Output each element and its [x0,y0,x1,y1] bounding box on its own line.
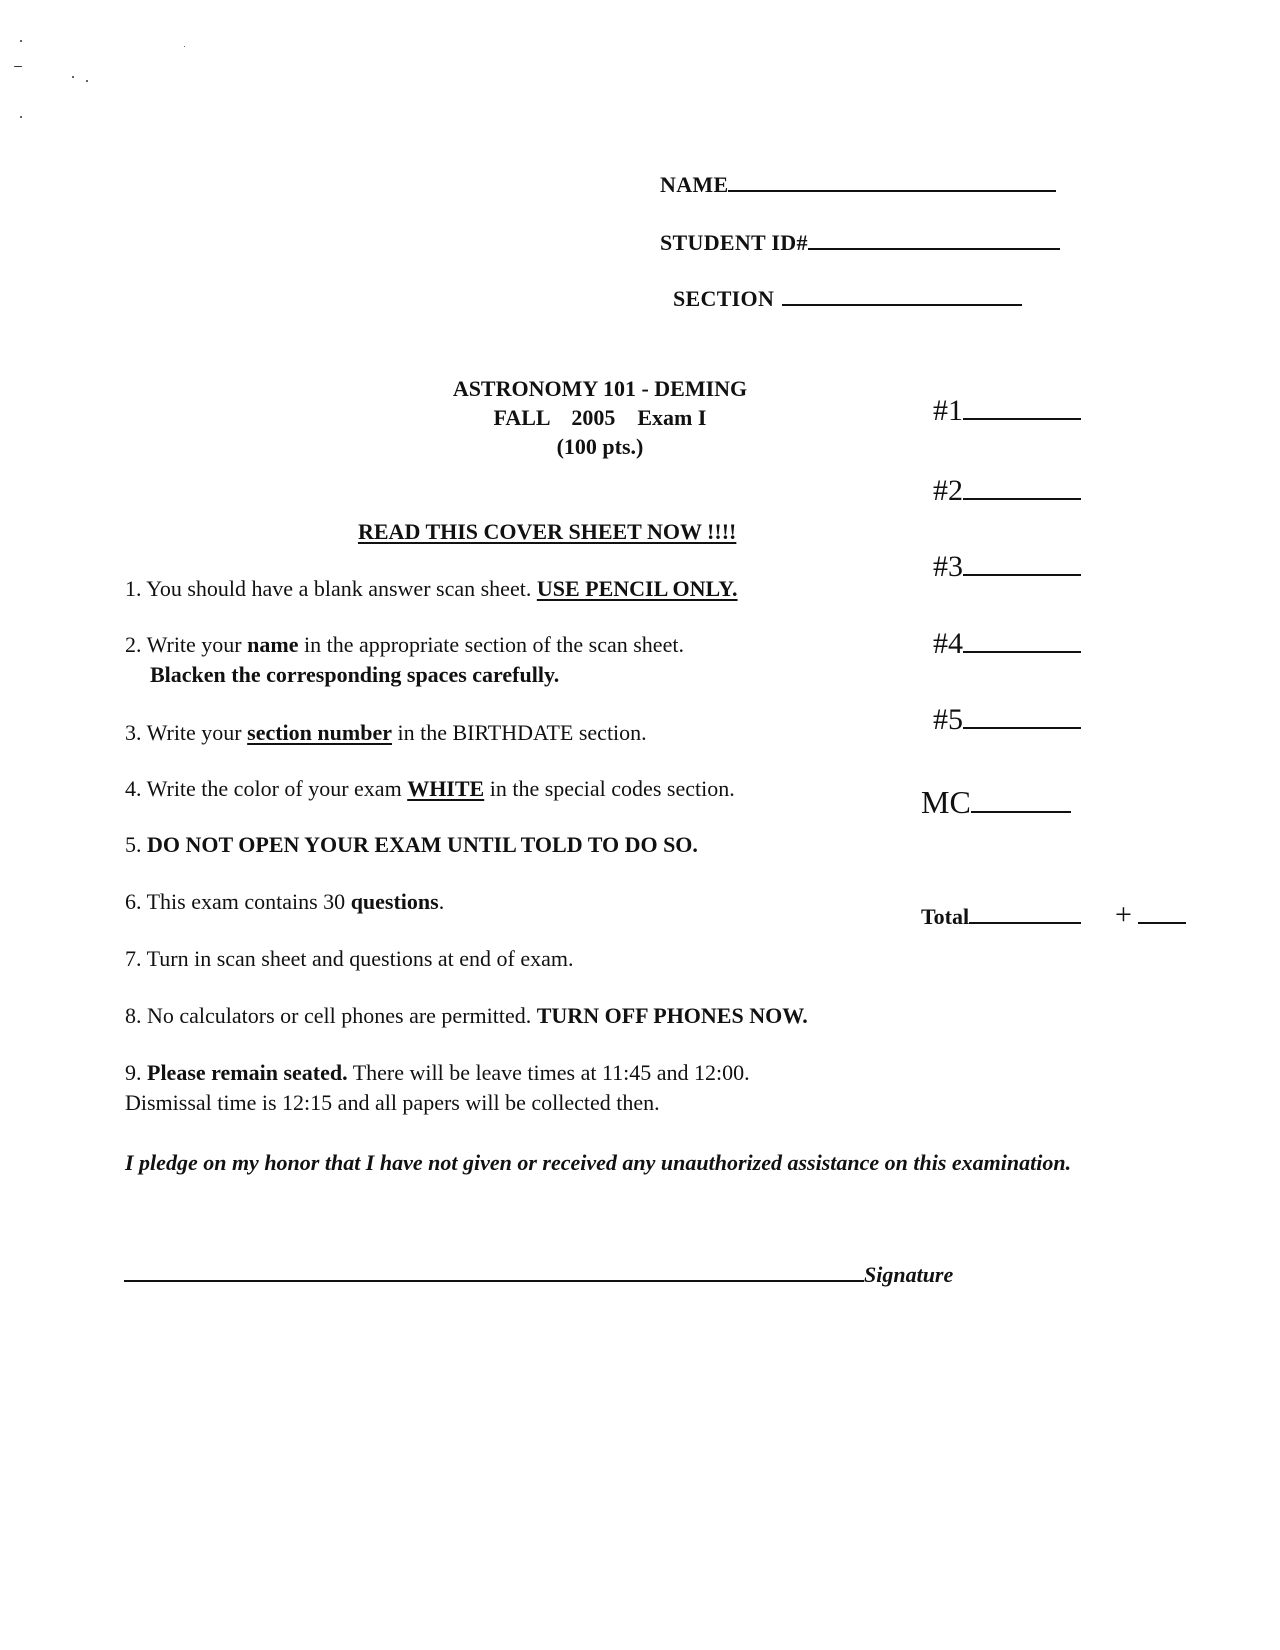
score-q2[interactable] [933,474,1081,508]
instruction-continuation: Dismissal time is 12:15 and all papers will be collected then. [125,1090,660,1115]
scan-speck [184,46,185,47]
instruction-emphasis: Please remain seated. [147,1060,348,1085]
score-label: #1 [933,394,963,427]
scan-speck [86,80,88,82]
instruction-number: 3. [125,720,142,745]
score-label: #4 [933,627,963,660]
cover-sheet-heading: READ THIS COVER SHEET NOW !!!! [358,519,737,544]
instruction-text: No calculators or cell phones are permitted. [147,1003,537,1028]
score-blank[interactable] [963,498,1081,500]
student-id-label: STUDENT ID# [660,230,808,255]
instruction-3 [125,718,647,748]
section-field[interactable] [673,286,1022,312]
instruction-emphasis: questions [350,889,439,914]
bonus-field[interactable] [1115,898,1186,932]
instruction-text: . [438,889,445,914]
instruction-number: 4. [125,776,142,801]
name-blank[interactable] [728,190,1056,192]
instruction-number: 6. [125,889,142,914]
score-label: Total [921,904,970,929]
scan-speck [72,76,74,78]
honor-pledge: I pledge on my honor that I have not given or received any unauthorized assistance on this examination. [125,1150,1072,1175]
section-blank[interactable] [782,304,1022,306]
instruction-6 [125,887,444,917]
term-exam: FALL 2005 Exam I [493,405,707,430]
score-blank[interactable] [963,418,1081,420]
instruction-emphasis: name [247,632,299,657]
instruction-number: 1. [125,576,142,601]
instruction-emphasis: TURN OFF PHONES NOW. [536,1003,808,1028]
instruction-emphasis: section number [247,720,392,745]
signature-blank[interactable] [124,1280,864,1282]
section-label: SECTION [673,286,775,311]
score-label: #2 [933,474,963,507]
instruction-9 [125,1058,750,1118]
instruction-4 [125,774,735,804]
instruction-number: 9. [125,1060,142,1085]
score-total[interactable] [921,904,1081,930]
score-q4[interactable] [933,627,1081,661]
instruction-emphasis: WHITE [407,776,485,801]
scan-speck [20,116,22,118]
instruction-text: in the special codes section. [484,776,735,801]
score-q1[interactable] [933,394,1081,428]
instruction-text: This exam contains 30 [146,889,351,914]
instruction-text: in the BIRTHDATE section. [391,720,647,745]
score-blank[interactable] [963,651,1081,653]
instruction-number: 5. [125,832,142,857]
student-id-blank[interactable] [808,248,1060,250]
score-mc[interactable] [921,784,1071,821]
course-title: ASTRONOMY 101 - DEMING [452,376,748,401]
instruction-7 [125,944,574,974]
signature-label: Signature [864,1262,954,1287]
name-field[interactable] [660,172,1056,198]
bonus-blank[interactable] [1138,922,1186,924]
instruction-text: There will be leave times at 11:45 and 12:00. [347,1060,750,1085]
scan-speck [14,66,22,67]
instruction-2 [125,630,684,690]
score-q5[interactable] [933,703,1081,737]
instruction-text: in the appropriate section of the scan sheet. [298,632,684,657]
instruction-number: 8. [125,1003,142,1028]
instruction-emphasis: USE PENCIL ONLY. [536,576,738,601]
score-blank[interactable] [963,574,1081,576]
student-id-field[interactable] [660,230,1060,256]
instruction-5 [125,830,698,860]
score-label: MC [921,784,971,820]
instruction-text: Turn in scan sheet and questions at end of exam. [146,946,574,971]
instruction-text: Write your [146,632,248,657]
score-blank[interactable] [969,922,1081,924]
instruction-text: Write the color of your exam [146,776,408,801]
instruction-emphasis: DO NOT OPEN YOUR EXAM UNTIL TOLD TO DO SO. [147,832,698,857]
score-label: #3 [933,550,963,583]
score-blank[interactable] [963,727,1081,729]
exam-title [400,374,800,461]
name-label: NAME [660,172,729,197]
instruction-continuation: Blacken the corresponding spaces carefully. [150,662,560,687]
score-label: #5 [933,703,963,736]
instruction-number: 2. [125,632,142,657]
signature-field[interactable] [124,1262,953,1288]
instruction-1 [125,574,738,604]
instruction-text: You should have a blank answer scan sheet. [146,576,537,601]
points: (100 pts.) [556,434,644,459]
instruction-text: Write your [146,720,248,745]
instruction-8 [125,1001,808,1031]
plus-sign: + [1115,898,1132,931]
score-blank[interactable] [971,811,1071,813]
scan-speck [20,40,22,42]
instruction-number: 7. [125,946,142,971]
score-q3[interactable] [933,550,1081,584]
